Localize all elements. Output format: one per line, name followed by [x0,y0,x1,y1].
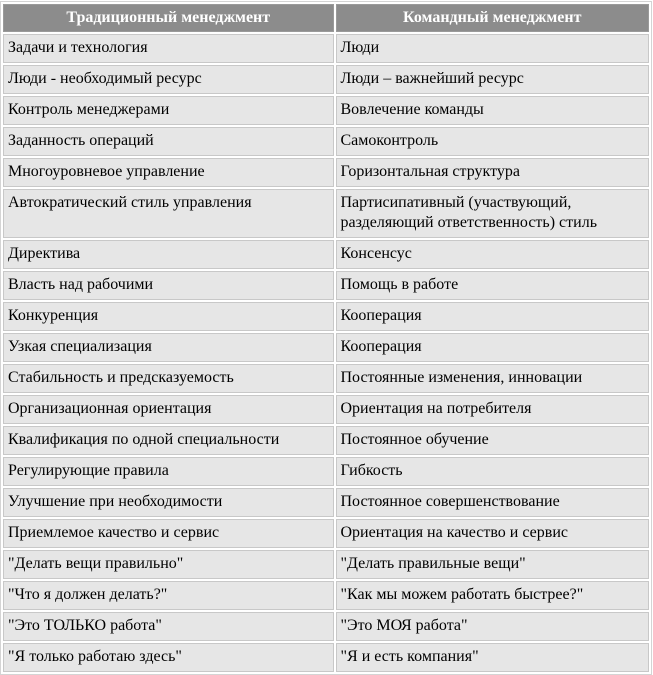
table-row [3,158,649,187]
cell-team: Самоконтроль [336,127,650,156]
header-traditional: Традиционный менеджмент [3,4,334,32]
cell-traditional: "Это ТОЛЬКО работа" [3,612,334,641]
cell-team: Кооперация [336,333,650,362]
cell-team: Помощь в работе [336,271,650,300]
cell-traditional: Задачи и технология [3,34,334,63]
table-row [3,519,649,548]
cell-traditional: Многоуровневое управление [3,158,334,187]
table-row [3,65,649,94]
cell-team: Ориентация на качество и сервис [336,519,650,548]
table-row [3,426,649,455]
cell-traditional: Стабильность и предсказуемость [3,364,334,393]
cell-traditional: Директива [3,240,334,269]
table-row [3,333,649,362]
table-row [3,302,649,331]
table-row [3,395,649,424]
cell-team: Постоянные изменения, инновации [336,364,650,393]
table-row [3,96,649,125]
cell-team: Постоянное обучение [336,426,650,455]
cell-team: Люди [336,34,650,63]
cell-traditional: Заданность операций [3,127,334,156]
cell-team: Постоянное совершенствование [336,488,650,517]
table-row [3,643,649,672]
table-row [3,457,649,486]
cell-traditional: Контроль менеджерами [3,96,334,125]
table-row [3,364,649,393]
cell-traditional: Улучшение при необходимости [3,488,334,517]
cell-team: "Как мы можем работать быстрее?" [336,581,650,610]
table-row [3,189,649,238]
table-row [3,127,649,156]
cell-traditional: "Делать вещи правильно" [3,550,334,579]
table-row [3,581,649,610]
cell-traditional: Организационная ориентация [3,395,334,424]
cell-traditional: Регулирующие правила [3,457,334,486]
management-comparison-table [0,1,652,675]
cell-team: Консенсус [336,240,650,269]
header-team: Командный менеджмент [336,4,650,32]
table-row [3,550,649,579]
cell-traditional: Власть над рабочими [3,271,334,300]
table-header-row [3,4,649,32]
cell-team: "Это МОЯ работа" [336,612,650,641]
cell-traditional: Узкая специализация [3,333,334,362]
table-row [3,612,649,641]
cell-team: Люди – важнейший ресурс [336,65,650,94]
cell-traditional: "Я только работаю здесь" [3,643,334,672]
cell-traditional: Автократический стиль управления [3,189,334,238]
cell-team: Горизонтальная структура [336,158,650,187]
cell-traditional: Конкуренция [3,302,334,331]
cell-traditional: Приемлемое качество и сервис [3,519,334,548]
cell-team: Партисипативный (участвующий, разделяющий ответственность) стиль [336,189,650,238]
table-row [3,488,649,517]
table-row [3,34,649,63]
cell-team: Вовлечение команды [336,96,650,125]
cell-team: "Я и есть компания" [336,643,650,672]
cell-team: Кооперация [336,302,650,331]
table-row [3,271,649,300]
cell-team: "Делать правильные вещи" [336,550,650,579]
cell-traditional: Люди - необходимый ресурс [3,65,334,94]
cell-traditional: "Что я должен делать?" [3,581,334,610]
cell-traditional: Квалификация по одной специальности [3,426,334,455]
cell-team: Ориентация на потребителя [336,395,650,424]
table-row [3,240,649,269]
cell-team: Гибкость [336,457,650,486]
